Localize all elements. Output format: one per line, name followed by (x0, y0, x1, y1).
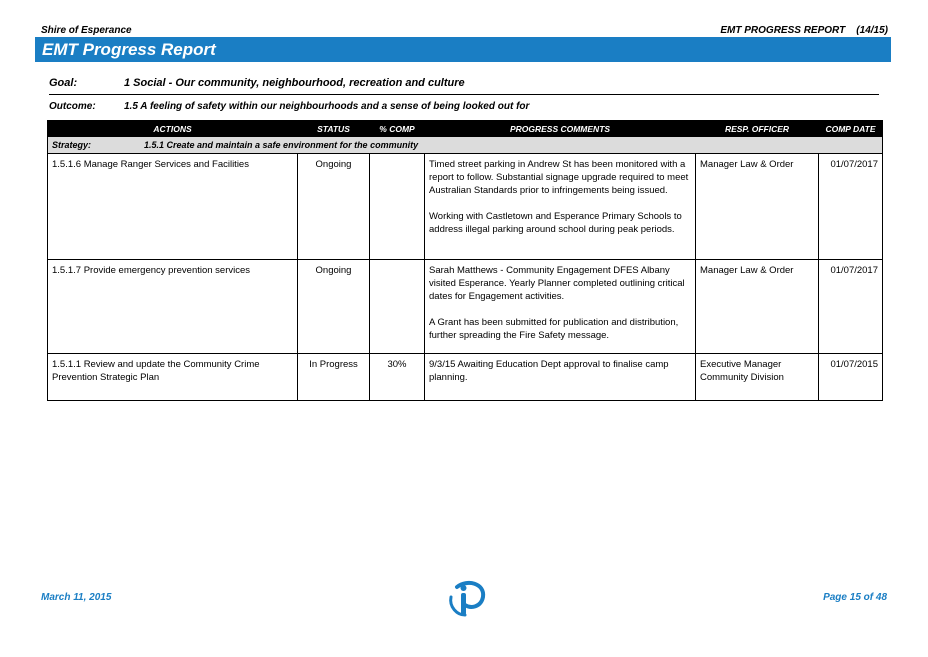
title-banner (35, 37, 891, 62)
officer-cell: Executive Manager Community Division (696, 354, 819, 401)
page-title: EMT Progress Report (42, 40, 216, 59)
goal-label: Goal: (49, 77, 78, 89)
comp-cell (370, 154, 425, 260)
officer-cell: Manager Law & Order (696, 260, 819, 354)
table-row (48, 154, 883, 260)
outcome-label: Outcome: (49, 101, 96, 112)
column-header-date: COMP DATE (819, 121, 883, 137)
table-row (48, 260, 883, 354)
report-label: EMT PROGRESS REPORT (14/15) (720, 25, 888, 36)
column-header-officer: RESP. OFFICER (696, 121, 819, 137)
action-cell: 1.5.1.1 Review and update the Community Crime Prevention Strategic Plan (48, 354, 298, 401)
strategy-label: Strategy: (52, 140, 92, 150)
goal-text: 1 Social - Our community, neighbourhood, recreation and culture (124, 77, 465, 89)
footer-date: March 11, 2015 (41, 592, 112, 603)
comp-cell (370, 260, 425, 354)
date-cell: 01/07/2017 (819, 260, 883, 354)
action-cell: 1.5.1.6 Manage Ranger Services and Facilities (48, 154, 298, 260)
comp-cell: 30% (370, 354, 425, 401)
comment-paragraph: A Grant has been submitted for publication and distribution, further spreading the Fire Safety message. (429, 317, 679, 341)
officer-cell: Manager Law & Order (696, 154, 819, 260)
date-cell: 01/07/2015 (819, 354, 883, 401)
comment-paragraph: Timed street parking in Andrew St has been monitored with a report to follow. Substantial signage upgrade required to meet Australian Standards prior to infringements being issued. (429, 159, 689, 196)
comment-paragraph: Sarah Matthews - Community Engagement DFES Albany visited Esperance. Yearly Planner completed outlining critical dates for Engagement activities. (429, 265, 685, 302)
column-header-status: STATUS (298, 121, 370, 137)
strategy-cell (48, 137, 883, 154)
status-cell: Ongoing (298, 260, 370, 354)
status-cell: In Progress (298, 354, 370, 401)
table-row (48, 354, 883, 401)
strategy-text: 1.5.1 Create and maintain a safe environment for the community (144, 140, 419, 150)
column-header-comp: % COMP (370, 121, 425, 137)
column-header-comments: PROGRESS COMMENTS (425, 121, 696, 137)
goal-row (49, 77, 879, 95)
table-header-row (48, 121, 883, 137)
comment-cell (425, 354, 696, 401)
shire-logo-icon (443, 579, 487, 619)
column-header-actions: ACTIONS (48, 121, 298, 137)
strategy-row (48, 137, 883, 154)
progress-table (47, 120, 883, 401)
outcome-text: 1.5 A feeling of safety within our neighbourhoods and a sense of being looked out for (124, 101, 530, 112)
comment-paragraph: Working with Castletown and Esperance Primary Schools to address illegal parking around school during peak periods. (429, 211, 682, 235)
status-cell: Ongoing (298, 154, 370, 260)
organisation-name: Shire of Esperance (41, 25, 132, 36)
comment-cell (425, 154, 696, 260)
comment-paragraph: 9/3/15 Awaiting Education Dept approval to finalise camp planning. (429, 359, 669, 383)
action-cell: 1.5.1.7 Provide emergency prevention services (48, 260, 298, 354)
comment-cell (425, 260, 696, 354)
date-cell: 01/07/2017 (819, 154, 883, 260)
footer-page-number: Page 15 of 48 (823, 592, 887, 603)
